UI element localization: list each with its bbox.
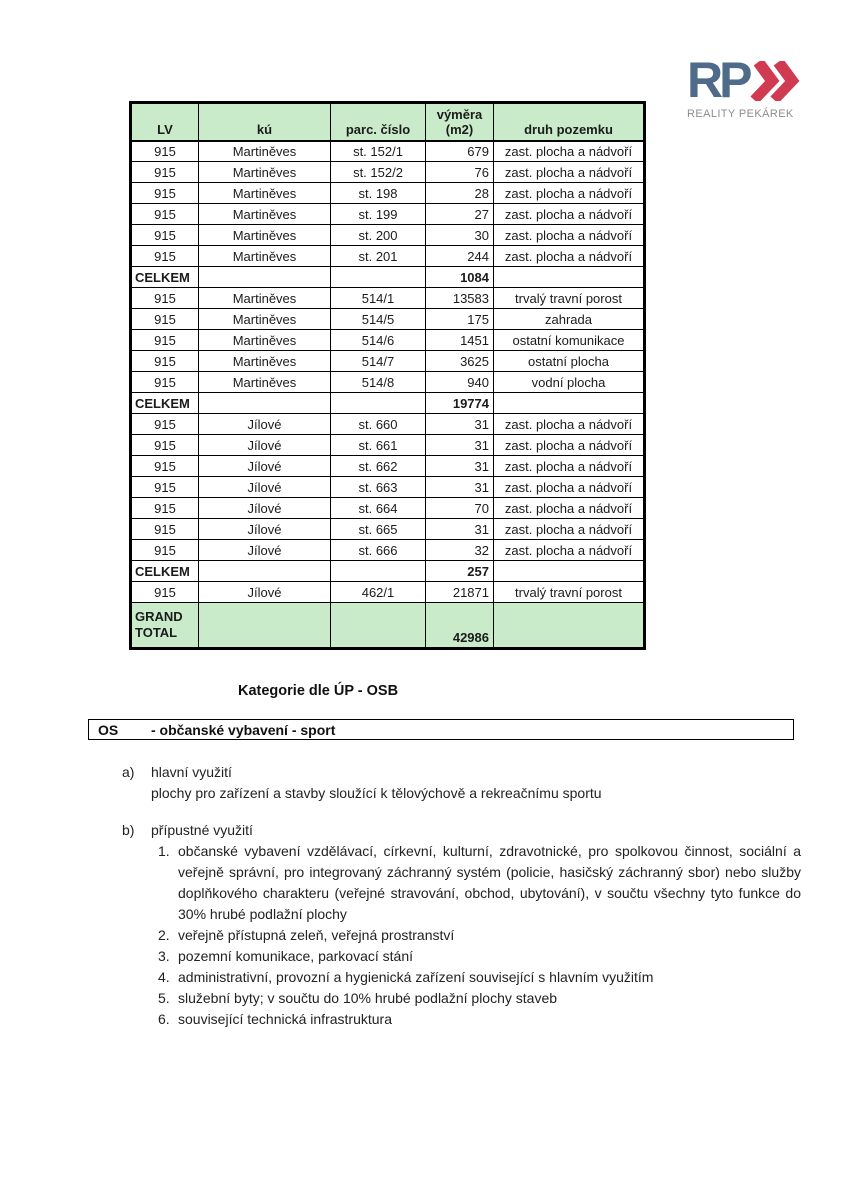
table-row <box>131 141 645 162</box>
table-row <box>131 351 645 372</box>
cell-lv: 915 <box>131 477 199 498</box>
table-row <box>131 519 645 540</box>
subtotal-label: CELKEM <box>131 561 199 582</box>
col-header-parc-cislo: parc. číslo <box>331 103 426 141</box>
cell-druh-pozemku <box>494 603 645 649</box>
cell-ku: Martiněves <box>199 351 331 372</box>
cell-parc-cislo: st. 152/1 <box>331 141 426 162</box>
cell-druh-pozemku: zast. plocha a nádvoří <box>494 540 645 561</box>
cell-vymera: 76 <box>426 162 494 183</box>
cell-druh-pozemku: zast. plocha a nádvoří <box>494 183 645 204</box>
cell-ku: Martiněves <box>199 372 331 393</box>
cell-ku: Martiněves <box>199 246 331 267</box>
section-a-body <box>151 762 602 804</box>
cell-druh-pozemku: ostatní komunikace <box>494 330 645 351</box>
subtotal-row <box>131 393 645 414</box>
cell-vymera: 31 <box>426 435 494 456</box>
cell-ku: Martiněves <box>199 309 331 330</box>
logo-company-name: REALITY PEKÁREK <box>687 108 794 120</box>
cell-parc-cislo: 514/8 <box>331 372 426 393</box>
section-b-marker: b) <box>122 822 135 838</box>
cell-vymera: 28 <box>426 183 494 204</box>
cell-druh-pozemku: zast. plocha a nádvoří <box>494 162 645 183</box>
cell-lv: 915 <box>131 246 199 267</box>
table-row <box>131 330 645 351</box>
section-main-use <box>122 762 602 804</box>
table-row <box>131 309 645 330</box>
cell-vymera: 21871 <box>426 582 494 603</box>
grand-total-row <box>131 603 645 649</box>
cell-lv: 915 <box>131 204 199 225</box>
zoning-code: OS <box>98 721 119 738</box>
cell-vymera: 940 <box>426 372 494 393</box>
subtotal-vymera: 1084 <box>426 267 494 288</box>
cell-vymera: 32 <box>426 540 494 561</box>
cell-parc-cislo: st. 200 <box>331 225 426 246</box>
cell-lv: 915 <box>131 372 199 393</box>
cell-druh-pozemku: zast. plocha a nádvoří <box>494 204 645 225</box>
grand-total-label: GRAND TOTAL <box>131 603 199 649</box>
cell-vymera: 13583 <box>426 288 494 309</box>
cell-ku: Jílové <box>199 582 331 603</box>
cell-ku: Jílové <box>199 477 331 498</box>
cell-druh-pozemku: zast. plocha a nádvoří <box>494 435 645 456</box>
list-item-text: služební byty; v součtu do 10% hrubé podlažní plochy staveb <box>178 990 558 1006</box>
cell-parc-cislo: st. 152/2 <box>331 162 426 183</box>
cell-parc-cislo: 462/1 <box>331 582 426 603</box>
table-row <box>131 246 645 267</box>
cell-ku: Martiněves <box>199 162 331 183</box>
zoning-code-label: - občanské vybavení - sport <box>151 721 336 738</box>
list-item <box>158 1009 801 1030</box>
cell-parc-cislo: 514/1 <box>331 288 426 309</box>
parcel-table-body <box>131 141 645 649</box>
cell-vymera: 31 <box>426 519 494 540</box>
cell-vymera: 679 <box>426 141 494 162</box>
cell-ku <box>199 561 331 582</box>
subtotal-row <box>131 561 645 582</box>
table-row <box>131 288 645 309</box>
company-logo <box>687 52 807 120</box>
cell-lv: 915 <box>131 330 199 351</box>
cell-parc-cislo <box>331 603 426 649</box>
section-a-marker: a) <box>122 764 135 780</box>
cell-druh-pozemku <box>494 267 645 288</box>
logo-monogram: RP <box>687 52 749 108</box>
subtotal-vymera: 19774 <box>426 393 494 414</box>
cell-druh-pozemku: zast. plocha a nádvoří <box>494 414 645 435</box>
cell-lv: 915 <box>131 225 199 246</box>
list-item-number: 6. <box>158 1011 170 1027</box>
list-item <box>158 946 801 967</box>
list-item-text: občanské vybavení vzdělávací, církevní, kulturní, zdravotnické, pro spolkovou činnost, sociální a veřejně správní, pro integrovaný záchranný systém (policie, hasičský záchranný sbor) nebo služby doplňkového charakteru (veřejné stravování, obchod, ubytování), v součtu všechny tyto funkce do 30% hrubé podlažní plochy <box>178 843 801 922</box>
cell-druh-pozemku: vodní plocha <box>494 372 645 393</box>
cell-lv: 915 <box>131 498 199 519</box>
cell-vymera: 31 <box>426 477 494 498</box>
table-row <box>131 162 645 183</box>
cell-druh-pozemku: zast. plocha a nádvoří <box>494 225 645 246</box>
cell-parc-cislo: st. 661 <box>331 435 426 456</box>
cell-ku: Martiněves <box>199 204 331 225</box>
cell-parc-cislo: st. 198 <box>331 183 426 204</box>
subtotal-row <box>131 267 645 288</box>
table-row <box>131 498 645 519</box>
col-header-druh-pozemku: druh pozemku <box>494 103 645 141</box>
cell-ku <box>199 267 331 288</box>
cell-lv: 915 <box>131 456 199 477</box>
cell-lv: 915 <box>131 519 199 540</box>
cell-parc-cislo: st. 665 <box>331 519 426 540</box>
cell-ku: Jílové <box>199 540 331 561</box>
cell-druh-pozemku: zahrada <box>494 309 645 330</box>
cell-ku <box>199 393 331 414</box>
cell-druh-pozemku: trvalý travní porost <box>494 288 645 309</box>
cell-lv: 915 <box>131 183 199 204</box>
cell-druh-pozemku: zast. plocha a nádvoří <box>494 246 645 267</box>
cell-vymera: 70 <box>426 498 494 519</box>
col-header-vymera-line2: (m2) <box>445 121 474 137</box>
cell-druh-pozemku <box>494 393 645 414</box>
cell-lv: 915 <box>131 162 199 183</box>
cell-druh-pozemku: ostatní plocha <box>494 351 645 372</box>
table-row <box>131 414 645 435</box>
list-item-number: 4. <box>158 969 170 985</box>
cell-parc-cislo: st. 201 <box>331 246 426 267</box>
table-row <box>131 540 645 561</box>
cell-vymera: 3625 <box>426 351 494 372</box>
cell-parc-cislo: st. 663 <box>331 477 426 498</box>
col-header-vymera <box>426 103 494 141</box>
list-item-text: související technická infrastruktura <box>178 1011 392 1027</box>
list-item-text: pozemní komunikace, parkovací stání <box>178 948 414 964</box>
zoning-code-box <box>88 719 794 740</box>
cell-parc-cislo: st. 199 <box>331 204 426 225</box>
cell-parc-cislo: 514/7 <box>331 351 426 372</box>
list-item <box>158 925 801 946</box>
cell-parc-cislo: st. 662 <box>331 456 426 477</box>
table-header-row <box>131 103 645 141</box>
section-b-body <box>151 820 801 1030</box>
cell-parc-cislo <box>331 267 426 288</box>
subtotal-vymera: 257 <box>426 561 494 582</box>
cell-parc-cislo: st. 666 <box>331 540 426 561</box>
cell-ku <box>199 603 331 649</box>
list-item-text: veřejně přístupná zeleň, veřejná prostranství <box>178 927 455 943</box>
cell-druh-pozemku: zast. plocha a nádvoří <box>494 498 645 519</box>
cell-lv: 915 <box>131 435 199 456</box>
cell-parc-cislo: st. 664 <box>331 498 426 519</box>
list-item <box>158 988 801 1009</box>
cell-ku: Jílové <box>199 519 331 540</box>
section-a-text: plochy pro zařízení a stavby sloužící k tělovýchově a rekreačnímu sportu <box>151 785 602 801</box>
parcel-table <box>129 101 646 650</box>
cell-parc-cislo: 514/6 <box>331 330 426 351</box>
cell-ku: Jílové <box>199 414 331 435</box>
cell-vymera: 244 <box>426 246 494 267</box>
cell-lv: 915 <box>131 351 199 372</box>
list-item <box>158 841 801 925</box>
list-item-number: 5. <box>158 990 170 1006</box>
cell-vymera: 1451 <box>426 330 494 351</box>
cell-parc-cislo <box>331 393 426 414</box>
cell-lv: 915 <box>131 414 199 435</box>
subtotal-label: CELKEM <box>131 393 199 414</box>
table-row <box>131 183 645 204</box>
table-row <box>131 582 645 603</box>
cell-druh-pozemku: zast. plocha a nádvoří <box>494 519 645 540</box>
cell-druh-pozemku: zast. plocha a nádvoří <box>494 477 645 498</box>
cell-parc-cislo: 514/5 <box>331 309 426 330</box>
cell-druh-pozemku: trvalý travní porost <box>494 582 645 603</box>
double-chevron-icon <box>750 61 803 106</box>
table-row <box>131 372 645 393</box>
category-title: Kategorie dle ÚP - OSB <box>238 683 399 699</box>
cell-ku: Martiněves <box>199 141 331 162</box>
cell-ku: Jílové <box>199 456 331 477</box>
cell-vymera: 175 <box>426 309 494 330</box>
cell-lv: 915 <box>131 309 199 330</box>
list-item-number: 2. <box>158 927 170 943</box>
cell-ku: Martiněves <box>199 183 331 204</box>
table-row <box>131 225 645 246</box>
cell-ku: Martiněves <box>199 288 331 309</box>
col-header-lv: LV <box>131 103 199 141</box>
subtotal-label: CELKEM <box>131 267 199 288</box>
cell-vymera: 31 <box>426 414 494 435</box>
list-item-number: 1. <box>158 843 170 859</box>
permitted-use-list <box>158 841 801 1030</box>
cell-vymera: 31 <box>426 456 494 477</box>
grand-total-vymera: 42986 <box>426 603 494 649</box>
section-b-title: přípustné využití <box>151 822 253 838</box>
table-row <box>131 204 645 225</box>
cell-lv: 915 <box>131 141 199 162</box>
cell-ku: Jílové <box>199 435 331 456</box>
cell-parc-cislo <box>331 561 426 582</box>
cell-lv: 915 <box>131 582 199 603</box>
section-a-title: hlavní využití <box>151 764 232 780</box>
cell-druh-pozemku: zast. plocha a nádvoří <box>494 456 645 477</box>
section-permitted-use <box>122 820 801 1030</box>
cell-vymera: 30 <box>426 225 494 246</box>
col-header-vymera-line1: výměra <box>436 106 483 122</box>
cell-druh-pozemku <box>494 561 645 582</box>
cell-lv: 915 <box>131 288 199 309</box>
cell-druh-pozemku: zast. plocha a nádvoří <box>494 141 645 162</box>
list-item-text: administrativní, provozní a hygienická zařízení související s hlavním využitím <box>178 969 654 985</box>
cell-ku: Martiněves <box>199 330 331 351</box>
cell-ku: Martiněves <box>199 225 331 246</box>
list-item-number: 3. <box>158 948 170 964</box>
table-row <box>131 477 645 498</box>
table-row <box>131 456 645 477</box>
cell-parc-cislo: st. 660 <box>331 414 426 435</box>
col-header-ku: kú <box>199 103 331 141</box>
cell-ku: Jílové <box>199 498 331 519</box>
list-item <box>158 967 801 988</box>
logo-monogram-row <box>687 52 807 108</box>
cell-lv: 915 <box>131 540 199 561</box>
table-row <box>131 435 645 456</box>
cell-vymera: 27 <box>426 204 494 225</box>
